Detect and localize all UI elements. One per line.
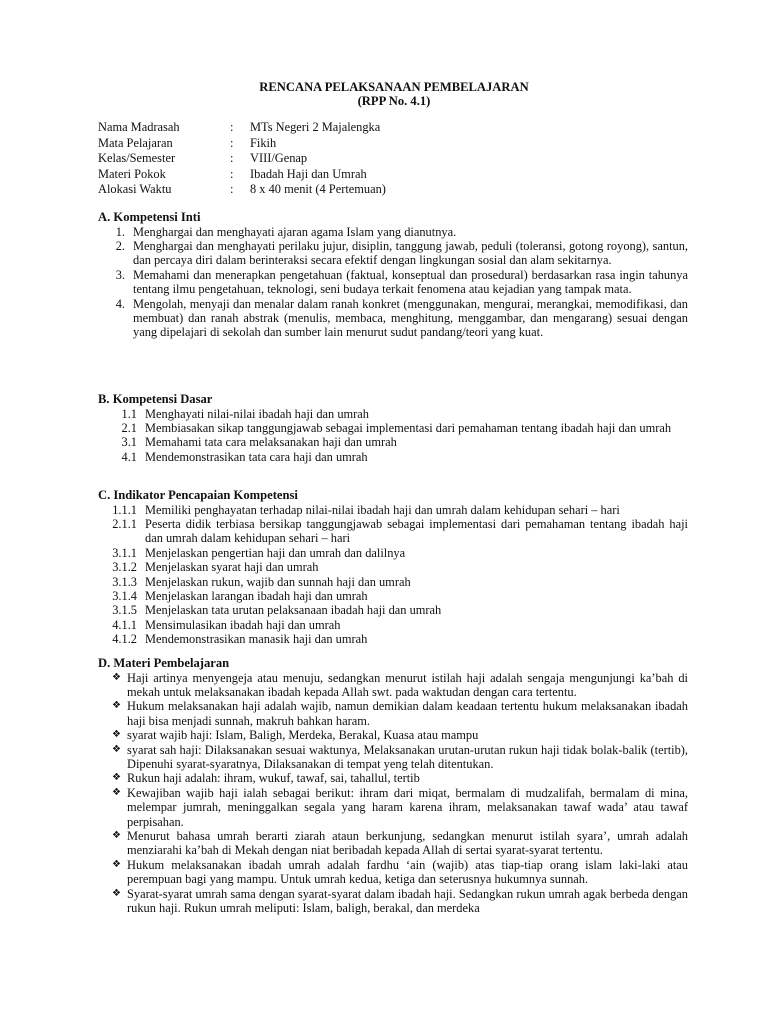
list-item <box>98 421 688 435</box>
list-item <box>98 268 688 297</box>
diamond-bullet-icon: ❖ <box>112 743 121 755</box>
identity-value: Fikih <box>250 135 277 150</box>
item-number: 1. <box>115 224 125 239</box>
identity-colon: : <box>230 151 234 165</box>
list-item <box>98 589 688 603</box>
item-text: Menjelaskan syarat haji dan umrah <box>145 560 319 575</box>
bullet-text: Rukun haji adalah: ihram, wukuf, tawaf, sai, tahallul, tertib <box>127 771 420 786</box>
section-heading: A. Kompetensi Inti <box>98 210 201 224</box>
list-item <box>98 239 688 268</box>
item-text: Mensimulasikan ibadah haji dan umrah <box>145 617 341 632</box>
identity-colon: : <box>230 182 234 196</box>
bullet-item <box>98 786 688 829</box>
identity-row <box>98 167 386 183</box>
item-number: 3. <box>115 267 125 282</box>
bullet-text: Hukum melaksanakan ibadah umrah adalah fardhu ‘ain (wajib) atas tiap-tiap orang islam laki-laki atau perempuan bagi yang mampu. Untuk umrah kedua, ketiga dan seterusnya hukumnya sunnah. <box>127 857 688 887</box>
bullet-text: Syarat-syarat umrah sama dengan syarat-syarat dalam ibadah haji. Sedangkan rukun umrah agak berbeda dengan rukun haji. Rukun umrah meliputi: Islam, baligh, berakal, dan merdeka <box>127 886 688 915</box>
list-item <box>98 435 688 449</box>
item-number: 2. <box>115 238 125 253</box>
list-item <box>98 603 688 617</box>
item-number: 3.1.2 <box>112 560 137 575</box>
item-text: Menghargai dan menghayati ajaran agama Islam yang dianutnya. <box>133 224 457 239</box>
bullet-item <box>98 887 688 916</box>
item-text: Memiliki penghayatan terhadap nilai-nilai ibadah haji dan umrah dalam kehidupan sehari – hari <box>145 502 620 517</box>
identity-label: Alokasi Waktu <box>98 182 172 196</box>
item-number: 1.1 <box>121 406 137 421</box>
title-line-2: (RPP No. 4.1) <box>357 94 431 108</box>
bullet-text: Haji artinya menyengeja atau menuju, sedangkan menurut istilah haji adalah sengaja mengunjungi ka’bah di mekah untuk melaksanakan ibadah kepada Allah swt. pada waktudan dengan cara tertentu. <box>127 670 688 699</box>
section-heading: D. Materi Pembelajaran <box>98 656 230 670</box>
list-item <box>98 618 688 632</box>
identity-row <box>98 182 386 198</box>
list-item <box>98 546 688 560</box>
diamond-bullet-icon: ❖ <box>112 772 121 784</box>
bullet-text: syarat sah haji: Dilaksanakan sesuai waktunya, Melaksanakan urutan-urutan rukun haji tidak bolak-balik (tertib), Dipenuhi syarat-syaratnya, Dilaksanakan di tempat yeng telah ditentukan. <box>127 742 688 771</box>
item-text: Mengolah, menyaji dan menalar dalam ranah konkret (menggunakan, mengurai, merangkai, memodifikasi, dan membuat) dan ranah abstrak (menulis, membaca, menghitung, menggambar, dan mengarang) sesuai dengan yang dipelajari di sekolah dan sumber lain menurut sudut pandang/teori yang kuat. <box>133 296 688 340</box>
diamond-bullet-icon: ❖ <box>112 829 121 841</box>
section-heading: B. Kompetensi Dasar <box>98 392 213 406</box>
bullet-item <box>98 699 688 728</box>
item-text: Menghayati nilai-nilai ibadah haji dan umrah <box>145 406 369 421</box>
item-text: Peserta didik terbiasa bersikap tanggungjawab sebagai implementasi dari pemahaman tentang ibadah haji dan umrah dalam kehidupan sehari – hari <box>145 516 688 546</box>
identity-value: MTs Negeri 2 Majalengka <box>250 120 381 134</box>
item-number: 2.1.1 <box>112 516 137 531</box>
diamond-bullet-icon: ❖ <box>112 887 121 899</box>
section-kompetensi-inti <box>98 210 688 340</box>
item-text: Menjelaskan pengertian haji dan umrah dan dalilnya <box>145 545 406 560</box>
item-text: Mendemonstrasikan tata cara haji dan umrah <box>145 449 368 464</box>
item-number: 2.1 <box>121 420 137 435</box>
list-item <box>98 297 688 340</box>
list-item <box>98 632 688 646</box>
item-text: Memahami tata cara melaksanakan haji dan umrah <box>145 435 397 450</box>
section-indikator <box>98 488 688 647</box>
identity-label: Nama Madrasah <box>98 120 180 134</box>
bullet-text: Kewajiban wajib haji ialah sebagai berikut: ihram dari miqat, bermalam di mudzalifah, bermalam di mina, melempar jumrah, meninggalkan segala yang haram karena ihram, melaksanakan tawaf wada’ atau tawaf perpisahan. <box>127 785 688 829</box>
identity-colon: : <box>230 135 234 150</box>
list-item <box>98 517 688 546</box>
bullet-item <box>98 728 688 742</box>
list-item <box>98 560 688 574</box>
list-item <box>98 575 688 589</box>
identity-label: Materi Pokok <box>98 166 166 181</box>
item-number: 4.1.1 <box>112 617 137 632</box>
bullet-text: Hukum melaksanakan haji adalah wajib, namun demikian dalam keadaan tertentu hukum melaksanakan ibadah haji bisa menjadi sunnah, makruh bahkan haram. <box>127 699 688 728</box>
list-item <box>98 225 688 239</box>
item-text: Menjelaskan larangan ibadah haji dan umrah <box>145 588 368 603</box>
item-text: Menghargai dan menghayati perilaku jujur, disiplin, tanggung jawab, peduli (toleransi, gotong royong), santun, dan percaya diri dalam berinteraksi secara efektif dengan lingkungan sosial dan alam sekitarnya. <box>133 238 688 268</box>
bullet-item <box>98 743 688 772</box>
item-number: 4.1.2 <box>112 632 137 647</box>
document-title <box>0 80 768 108</box>
bullet-item <box>98 829 688 858</box>
item-number: 4. <box>115 296 125 311</box>
identity-colon: : <box>230 120 234 134</box>
diamond-bullet-icon: ❖ <box>112 700 121 712</box>
bullet-text: Menurut bahasa umrah berarti ziarah ataun berkunjung, sedangkan menurut istilah syara’, umrah adalah menziarahi ka’bah di Mekah dengan niat beribadah kepada Allah di sertai syarat-syarat tertentu. <box>127 828 688 858</box>
title-line-1: RENCANA PELAKSANAAN PEMBELAJARAN <box>259 80 529 94</box>
section-heading: C. Indikator Pencapaian Kompetensi <box>98 488 298 502</box>
section-kompetensi-dasar <box>98 392 688 464</box>
identity-value: Ibadah Haji dan Umrah <box>250 166 367 181</box>
bullet-item <box>98 771 688 785</box>
item-number: 3.1.5 <box>112 603 137 618</box>
item-text: Memahami dan menerapkan pengetahuan (faktual, konseptual dan prosedural) berdasarkan rasa ingin tahunya tentang ilmu pengetahuan, teknologi, seni budaya terkait fenomena atau kejadian yang tampak mata. <box>133 267 688 297</box>
identity-row <box>98 151 386 167</box>
identity-row <box>98 120 386 136</box>
diamond-bullet-icon: ❖ <box>112 786 121 798</box>
item-number: 4.1 <box>121 449 137 464</box>
identity-value: VIII/Genap <box>250 151 308 165</box>
item-text: Menjelaskan tata urutan pelaksanaan ibadah haji dan umrah <box>145 603 442 618</box>
item-number: 3.1.4 <box>112 588 137 603</box>
identity-label: Mata Pelajaran <box>98 135 173 150</box>
item-number: 3.1.3 <box>112 574 137 589</box>
identity-row <box>98 136 386 152</box>
diamond-bullet-icon: ❖ <box>112 671 121 683</box>
bullet-text: syarat wajib haji: Islam, Baligh, Merdeka, Berakal, Kuasa atau mampu <box>127 728 479 743</box>
identity-label: Kelas/Semester <box>98 151 176 165</box>
identity-colon: : <box>230 166 234 181</box>
section-materi <box>98 656 688 915</box>
identity-value: 8 x 40 menit (4 Pertemuan) <box>250 182 386 196</box>
identity-table <box>98 120 386 198</box>
item-text: Membiasakan sikap tanggungjawab sebagai implementasi dari pemahaman tentang ibadah haji dan umrah <box>145 420 672 435</box>
bullet-item <box>98 858 688 887</box>
list-item <box>98 407 688 421</box>
diamond-bullet-icon: ❖ <box>112 858 121 870</box>
item-text: Menjelaskan rukun, wajib dan sunnah haji dan umrah <box>145 574 411 589</box>
bullet-item <box>98 671 688 700</box>
diamond-bullet-icon: ❖ <box>112 729 121 741</box>
item-number: 1.1.1 <box>112 502 137 517</box>
list-item <box>98 450 688 464</box>
item-number: 3.1 <box>121 435 137 450</box>
list-item <box>98 503 688 517</box>
item-number: 3.1.1 <box>112 545 137 560</box>
item-text: Mendemonstrasikan manasik haji dan umrah <box>145 632 368 647</box>
